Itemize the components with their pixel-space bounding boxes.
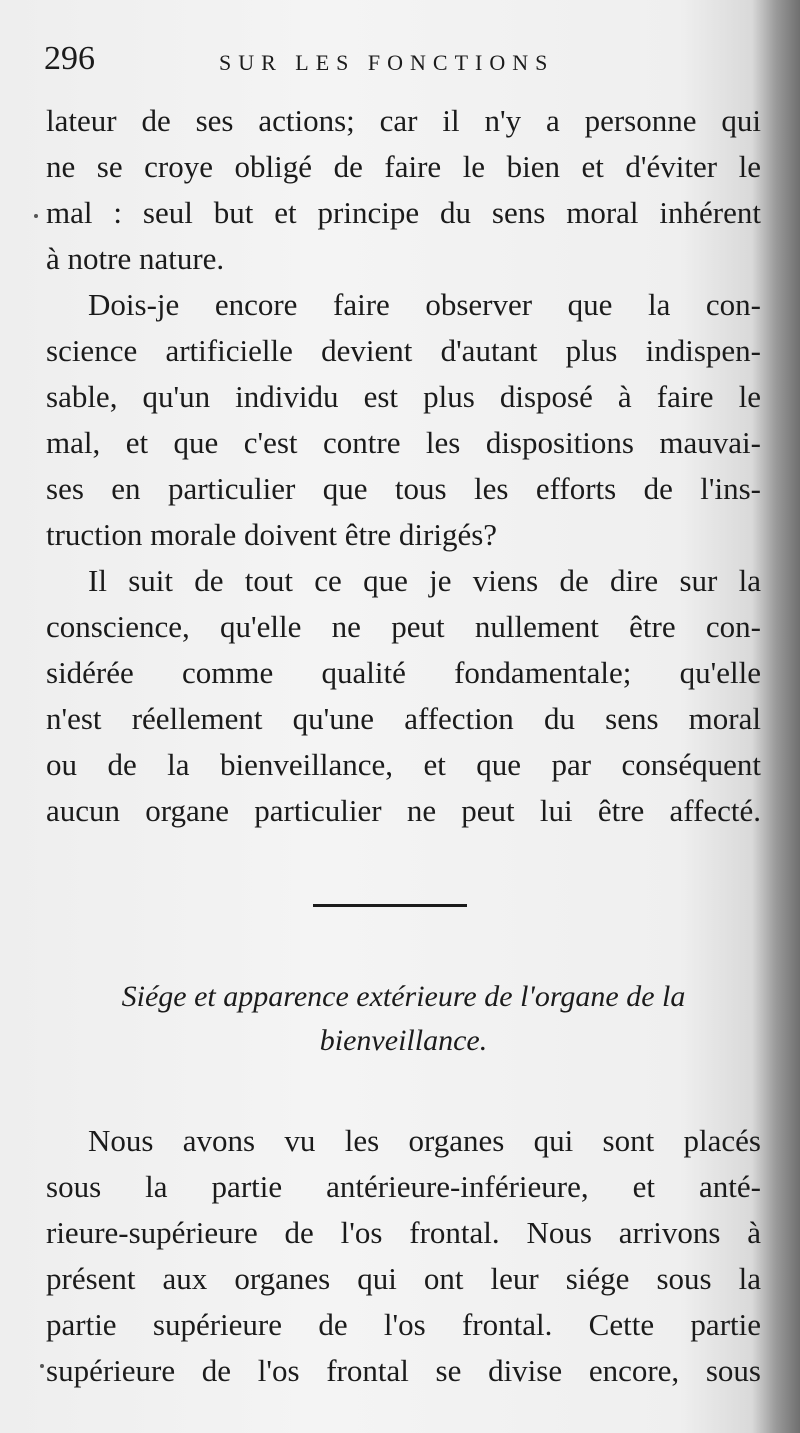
paragraph-2 [46,282,761,558]
text-line: à notre nature. [46,241,225,276]
text-line: Nous avons vu les organes qui sont placés [88,1123,761,1158]
text-line: aucun organe particulier ne peut lui être affecté. [46,793,761,828]
text-line: partie supérieure de l'os frontal. Cette partie [46,1307,761,1342]
text-line: ses en particulier que tous les efforts de l'ins- [46,471,761,506]
margin-speck [40,1364,44,1368]
section-title-line-1: Siége et apparence extérieure de l'organe de la [121,980,686,1013]
text-line: rieure-supérieure de l'os frontal. Nous arrivons à [46,1215,761,1250]
running-head: SUR LES FONCTIONS [219,50,555,75]
section-title [46,975,761,1063]
text-line: ne se croye obligé de faire le bien et d'éviter le [46,149,761,184]
text-line: sable, qu'un individu est plus disposé à faire le [46,379,761,414]
text-line: mal, et que c'est contre les dispositions mauvai- [46,425,761,460]
section-title-line-2: bienveillance. [319,1024,488,1057]
text-line: n'est réellement qu'une affection du sens moral [46,701,761,736]
text-line: Dois-je encore faire observer que la con- [88,287,761,322]
section-divider [313,904,467,907]
text-line: mal : seul but et principe du sens moral inhérent [46,195,761,230]
text-line: sidérée comme qualité fondamentale; qu'elle [46,655,761,690]
text-line: truction morale doivent être dirigés? [46,517,498,552]
text-line: sous la partie antérieure-inférieure, et anté- [46,1169,761,1204]
page-header [44,40,764,80]
page-number: 296 [44,40,95,77]
text-line: conscience, qu'elle ne peut nullement être con- [46,609,761,644]
paragraph-3 [46,558,761,834]
text-line: ou de la bienveillance, et que par conséquent [46,747,761,782]
text-line: science artificielle devient d'autant plus indispen- [46,333,761,368]
paragraph-1 [46,98,761,282]
margin-speck [34,214,38,218]
text-line: lateur de ses actions; car il n'y a personne qui [46,103,761,138]
text-line: Il suit de tout ce que je viens de dire sur la [88,563,761,598]
text-line: supérieure de l'os frontal se divise encore, sous [46,1353,761,1388]
text-line: présent aux organes qui ont leur siége sous la [46,1261,761,1296]
paragraph-4 [46,1118,761,1394]
